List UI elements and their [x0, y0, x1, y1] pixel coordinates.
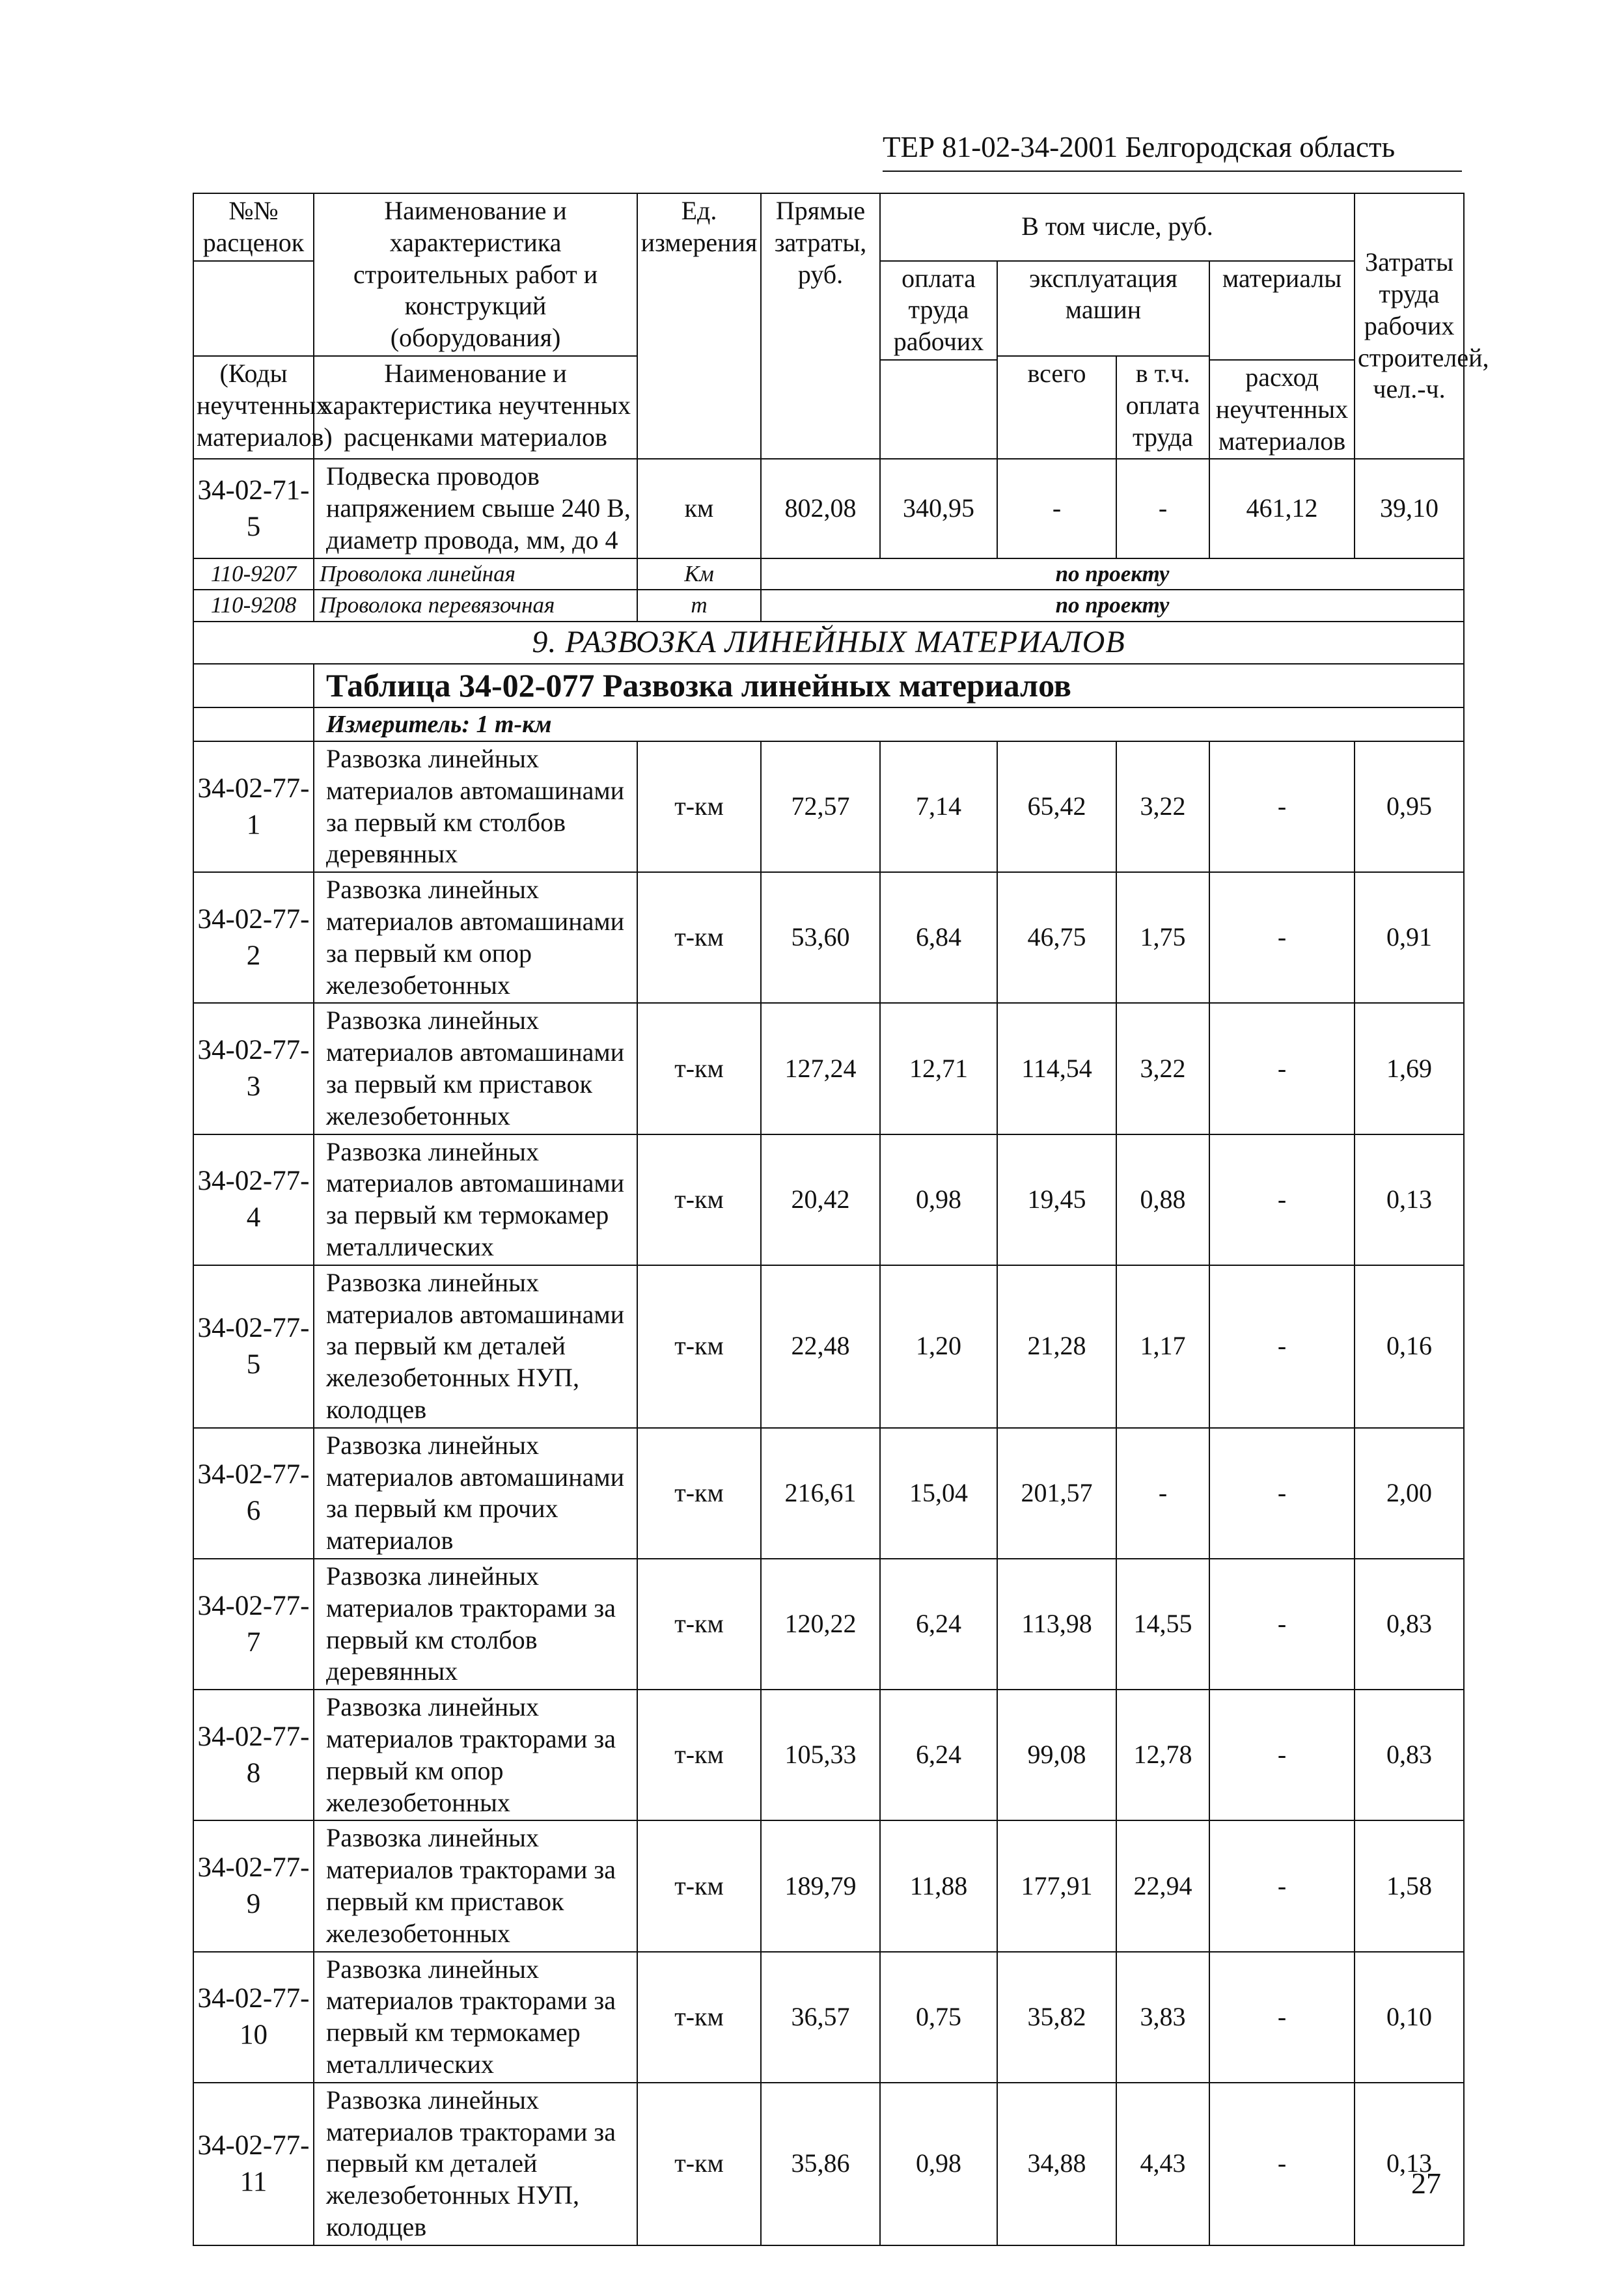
table-row-71-5	[193, 459, 1464, 558]
rate-mach-pay: 3,83	[1116, 1952, 1209, 2083]
rate-labor-pay: 6,24	[880, 1559, 997, 1690]
material-name: Проволока линейная	[314, 558, 637, 590]
rate-mach-total: 113,98	[997, 1559, 1116, 1690]
document-header: ТЕР 81-02-34-2001 Белгородская область	[883, 131, 1396, 163]
rate-labor-pay: 15,04	[880, 1428, 997, 1559]
table-row	[193, 1265, 1464, 1428]
section-title-row	[193, 622, 1464, 664]
rate-labor: 0,10	[1355, 1952, 1464, 2083]
col-name-header: Наименование и характеристика строительных работ и конструкций (оборудования)	[314, 193, 637, 356]
rate-labor: 0,16	[1355, 1265, 1464, 1428]
rate-code: 34-02-77-10	[193, 1952, 314, 2083]
rate-code: 34-02-77-2	[193, 872, 314, 1003]
rate-name: Подвеска проводов напряжением свыше 240 В, диаметр провода, мм, до 4	[314, 459, 637, 558]
rate-code: 34-02-77-11	[193, 2083, 314, 2245]
rate-mach-total: 34,88	[997, 2083, 1116, 2245]
col-labor-header: Затраты труда рабочих строителей, чел.-ч.	[1355, 193, 1464, 459]
rate-labor-pay: 0,98	[880, 2083, 997, 2245]
rate-labor: 0,91	[1355, 872, 1464, 1003]
rate-unit: т-км	[637, 1559, 761, 1690]
rate-labor: 2,00	[1355, 1428, 1464, 1559]
rate-mach-pay: 14,55	[1116, 1559, 1209, 1690]
col-laborpay-header: оплата труда рабочих	[880, 261, 997, 360]
rate-code: 34-02-71-5	[193, 459, 314, 558]
material-code: 110-9208	[193, 590, 314, 622]
rates-table	[193, 193, 1489, 2246]
rate-labor: 0,95	[1355, 741, 1464, 872]
rate-labor-pay: 1,20	[880, 1265, 997, 1428]
rate-mach-total: 65,42	[997, 741, 1116, 872]
rate-unit: км	[637, 459, 761, 558]
table-row	[193, 1690, 1464, 1820]
rate-labor-pay: 7,14	[880, 741, 997, 872]
table-row	[193, 872, 1464, 1003]
rate-mach-pay: -	[1116, 1428, 1209, 1559]
material-row-1	[193, 558, 1464, 590]
rate-direct: 189,79	[761, 1820, 880, 1951]
table-row	[193, 2083, 1464, 2245]
rate-unit: т-км	[637, 872, 761, 1003]
col-machines-header: эксплуатация машин	[997, 261, 1209, 356]
rate-direct: 20,42	[761, 1134, 880, 1265]
rate-mach-pay: 3,22	[1116, 741, 1209, 872]
col-code-sub-header: (Коды неучтенных материалов)	[193, 356, 314, 459]
rate-direct: 120,22	[761, 1559, 880, 1690]
laborpay-header-blank	[880, 360, 997, 459]
rate-mach-pay: 0,88	[1116, 1134, 1209, 1265]
rate-labor-pay: 340,95	[880, 459, 997, 558]
rate-materials: -	[1209, 1134, 1355, 1265]
rate-materials: -	[1209, 1690, 1355, 1820]
rate-mach-total: 177,91	[997, 1820, 1116, 1951]
rate-materials: -	[1209, 2083, 1355, 2245]
rate-labor: 39,10	[1355, 459, 1464, 558]
rate-code: 34-02-77-3	[193, 1003, 314, 1134]
rate-unit: т-км	[637, 741, 761, 872]
rate-unit: т-км	[637, 1134, 761, 1265]
rate-labor-pay: 6,24	[880, 1690, 997, 1820]
rate-materials: -	[1209, 1003, 1355, 1134]
rate-direct: 216,61	[761, 1428, 880, 1559]
rate-code: 34-02-77-6	[193, 1428, 314, 1559]
page-number: 27	[1411, 2167, 1441, 2200]
rate-materials: -	[1209, 1428, 1355, 1559]
col-name-sub-header: Наименование и характеристика неучтенных расценками материалов	[314, 356, 637, 459]
rate-name: Развозка линейных материалов тракторами за первый км термокамер металлических	[314, 1952, 637, 2083]
rate-direct: 127,24	[761, 1003, 880, 1134]
rate-unit: т-км	[637, 1820, 761, 1951]
rate-mach-pay: -	[1116, 459, 1209, 558]
col-incl-header: В том числе, руб.	[880, 193, 1355, 261]
rate-labor-pay: 0,98	[880, 1134, 997, 1265]
material-unit: Км	[637, 558, 761, 590]
material-note: по проекту	[761, 590, 1464, 622]
rate-unit: т-км	[637, 1428, 761, 1559]
measure-row	[193, 707, 1464, 741]
rate-unit: т-км	[637, 1003, 761, 1134]
rate-unit: т-км	[637, 2083, 761, 2245]
rate-name: Развозка линейных материалов тракторами за первый км опор железобетонных	[314, 1690, 637, 1820]
rate-materials: -	[1209, 872, 1355, 1003]
header-row-1	[193, 193, 1464, 261]
measure-unit: Измеритель: 1 т-км	[314, 707, 1464, 741]
rate-code: 34-02-77-8	[193, 1690, 314, 1820]
rate-mach-pay: 4,43	[1116, 2083, 1209, 2245]
rate-name: Развозка линейных материалов тракторами за первый км столбов деревянных	[314, 1559, 637, 1690]
rate-labor: 0,83	[1355, 1559, 1464, 1690]
col-mach-total-header: всего	[997, 356, 1116, 459]
rate-name: Развозка линейных материалов автомашинами за первый км приставок железобетонных	[314, 1003, 637, 1134]
rate-code: 34-02-77-7	[193, 1559, 314, 1690]
rate-name: Развозка линейных материалов автомашинами за первый км столбов деревянных	[314, 741, 637, 872]
rate-materials: -	[1209, 741, 1355, 872]
table-row	[193, 1820, 1464, 1951]
rate-labor: 1,69	[1355, 1003, 1464, 1134]
rate-labor: 1,58	[1355, 1820, 1464, 1951]
rate-labor-pay: 11,88	[880, 1820, 997, 1951]
rate-name: Развозка линейных материалов автомашинами за первый км деталей железобетонных НУП, колодцев	[314, 1265, 637, 1428]
table-row	[193, 1134, 1464, 1265]
col-materials-header: материалы	[1209, 261, 1355, 360]
material-row-2	[193, 590, 1464, 622]
rate-materials: -	[1209, 1559, 1355, 1690]
rate-direct: 35,86	[761, 2083, 880, 2245]
rate-labor: 0,13	[1355, 1134, 1464, 1265]
rate-direct: 72,57	[761, 741, 880, 872]
measure-blank	[193, 707, 314, 741]
rate-name: Развозка линейных материалов автомашинами за первый км термокамер металлических	[314, 1134, 637, 1265]
table-title: Таблица 34-02-077 Развозка линейных материалов	[314, 664, 1464, 707]
rate-unit: т-км	[637, 1265, 761, 1428]
rate-mach-total: 19,45	[997, 1134, 1116, 1265]
rate-mach-pay: 12,78	[1116, 1690, 1209, 1820]
col-mach-pay-header: в т.ч. оплата труда	[1116, 356, 1209, 459]
rate-mach-pay: 3,22	[1116, 1003, 1209, 1134]
rate-name: Развозка линейных материалов автомашинами за первый км прочих материалов	[314, 1428, 637, 1559]
rate-name: Развозка линейных материалов тракторами за первый км деталей железобетонных НУП, колодцев	[314, 2083, 637, 2245]
rate-direct: 53,60	[761, 872, 880, 1003]
col-direct-header: Прямые затраты, руб.	[761, 193, 880, 459]
rate-mach-total: 46,75	[997, 872, 1116, 1003]
rate-mach-total: 21,28	[997, 1265, 1116, 1428]
rate-materials: 461,12	[1209, 459, 1355, 558]
rate-labor: 0,13	[1355, 2083, 1464, 2245]
table-row	[193, 1428, 1464, 1559]
rate-unit: т-км	[637, 1690, 761, 1820]
rate-labor: 0,83	[1355, 1690, 1464, 1820]
rate-name: Развозка линейных материалов автомашинами за первый км опор железобетонных	[314, 872, 637, 1003]
table-row	[193, 741, 1464, 872]
header-rule	[883, 171, 1462, 172]
rate-direct: 36,57	[761, 1952, 880, 2083]
rate-direct: 802,08	[761, 459, 880, 558]
material-code: 110-9207	[193, 558, 314, 590]
rate-labor-pay: 6,84	[880, 872, 997, 1003]
rate-code: 34-02-77-4	[193, 1134, 314, 1265]
rate-mach-total: -	[997, 459, 1116, 558]
material-name: Проволока перевязочная	[314, 590, 637, 622]
rate-unit: т-км	[637, 1952, 761, 2083]
rate-mach-pay: 22,94	[1116, 1820, 1209, 1951]
material-unit: т	[637, 590, 761, 622]
code-header-blank	[193, 261, 314, 356]
material-note: по проекту	[761, 558, 1464, 590]
table-title-blank	[193, 664, 314, 707]
rate-direct: 22,48	[761, 1265, 880, 1428]
table-title-row	[193, 664, 1464, 707]
rate-materials: -	[1209, 1952, 1355, 2083]
rate-materials: -	[1209, 1820, 1355, 1951]
rate-name: Развозка линейных материалов тракторами за первый км приставок железобетонных	[314, 1820, 637, 1951]
rate-mach-pay: 1,75	[1116, 872, 1209, 1003]
rate-mach-pay: 1,17	[1116, 1265, 1209, 1428]
col-unit-header: Ед. измерения	[637, 193, 761, 459]
rate-mach-total: 99,08	[997, 1690, 1116, 1820]
rate-code: 34-02-77-1	[193, 741, 314, 872]
section-title: 9. РАЗВОЗКА ЛИНЕЙНЫХ МАТЕРИАЛОВ	[193, 622, 1464, 664]
col-materials-sub-header: расход неучтенных материалов	[1209, 360, 1355, 459]
rate-mach-total: 35,82	[997, 1952, 1116, 2083]
rate-labor-pay: 12,71	[880, 1003, 997, 1134]
rate-code: 34-02-77-5	[193, 1265, 314, 1428]
rate-materials: -	[1209, 1265, 1355, 1428]
table-row	[193, 1952, 1464, 2083]
rate-labor-pay: 0,75	[880, 1952, 997, 2083]
rate-mach-total: 114,54	[997, 1003, 1116, 1134]
table-row	[193, 1003, 1464, 1134]
rate-code: 34-02-77-9	[193, 1820, 314, 1951]
rate-direct: 105,33	[761, 1690, 880, 1820]
col-code-header: №№ расценок	[193, 193, 314, 261]
rate-mach-total: 201,57	[997, 1428, 1116, 1559]
table-row	[193, 1559, 1464, 1690]
